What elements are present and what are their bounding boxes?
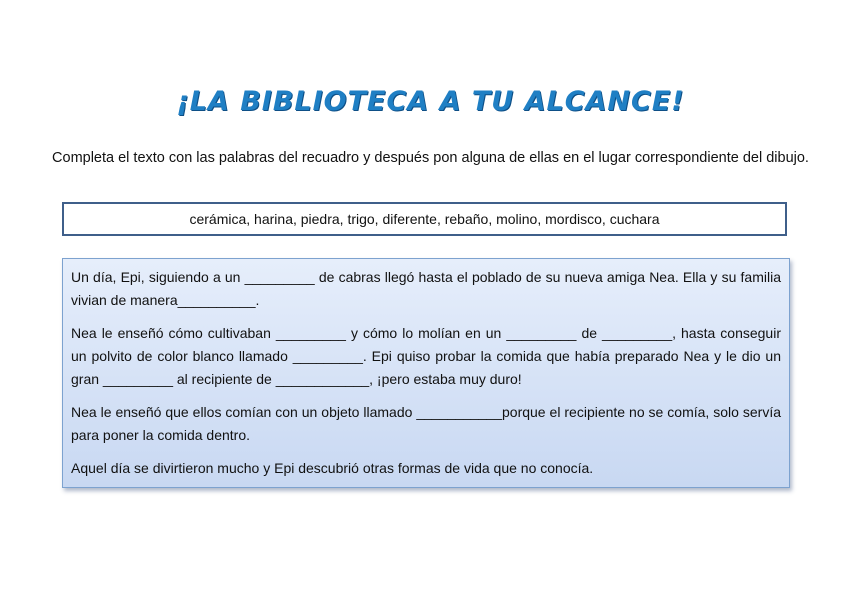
instruction-text: Completa el texto con las palabras del recuadro y después pon alguna de ellas en el lugar correspondiente del dibujo. <box>52 150 809 166</box>
word-bank-box <box>62 202 787 236</box>
page-title: ¡LA BIBLIOTECA A TU ALCANCE! <box>176 86 685 117</box>
story-paragraph-2: Nea le enseñó cómo cultivaban _________ y cómo lo molían en un _________ de _________, hasta conseguir un polvito de color blanco llamado _________. Epi quiso probar la comida que había preparado Nea y le dio un gran _________ al recipiente de ____________, ¡pero estaba muy duro! <box>71 325 781 387</box>
story-text-panel <box>62 258 790 488</box>
story-paragraph-1: Un día, Epi, siguiendo a un _________ de cabras llegó hasta el poblado de su nueva amiga Nea. Ella y su familia vivian de manera__________. <box>71 269 781 308</box>
story-paragraph-3: Nea le enseñó que ellos comían con un objeto llamado ___________porque el recipiente no se comía, solo servía para poner la comida dentro. <box>71 404 781 443</box>
word-bank-list: cerámica, harina, piedra, trigo, diferente, rebaño, molino, mordisco, cuchara <box>189 211 660 227</box>
story-paragraph-4: Aquel día se divirtieron mucho y Epi descubrió otras formas de vida que no conocía. <box>71 460 594 476</box>
